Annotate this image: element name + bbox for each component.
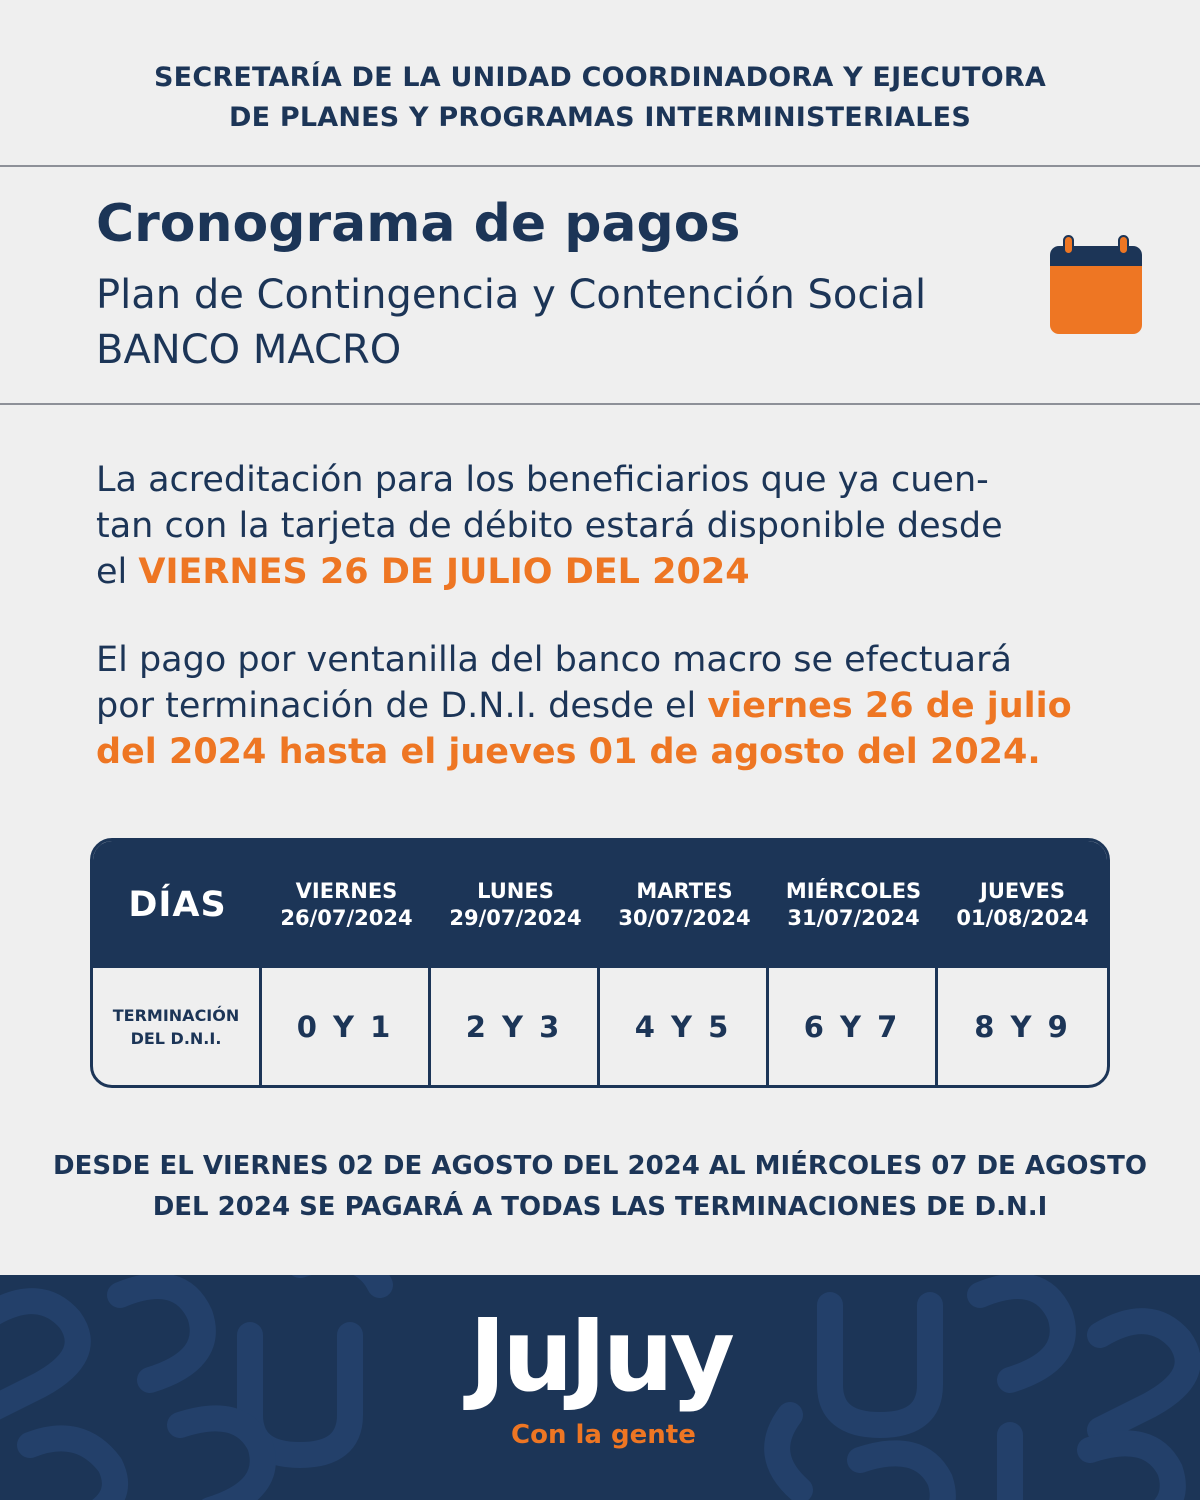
window-payment-paragraph xyxy=(96,637,1096,775)
paragraph-line xyxy=(96,549,1096,595)
day-name: LUNES xyxy=(477,878,554,903)
dni-ending-label-line1: TERMINACIÓN xyxy=(112,1005,240,1025)
top-divider xyxy=(0,165,1200,167)
dni-ending-label xyxy=(93,968,262,1085)
dni-digits-cell: 0 Y 1 xyxy=(262,968,431,1085)
agency-name-line1: SECRETARÍA DE LA UNIDAD COORDINADORA Y EJECUTORA xyxy=(154,62,1046,93)
bank-name: BANCO MACRO xyxy=(96,327,402,373)
paragraph-line: El pago por ventanilla del banco macro se efectuará xyxy=(96,640,1012,680)
schedule-digits-row xyxy=(93,968,1107,1085)
calendar-icon xyxy=(1048,234,1144,336)
accreditation-paragraph xyxy=(96,457,1096,595)
day-column-header xyxy=(769,841,938,968)
day-name: MARTES xyxy=(636,878,733,903)
day-date: 26/07/2024 xyxy=(280,905,413,930)
footer-banner xyxy=(0,1275,1200,1500)
days-header: DÍAS xyxy=(128,884,227,925)
dni-ending-label-line2: DEL D.N.I. xyxy=(130,1028,222,1048)
schedule-header-row xyxy=(93,841,1107,968)
day-date: 29/07/2024 xyxy=(449,905,582,930)
day-name: MIÉRCOLES xyxy=(785,878,922,903)
day-date: 30/07/2024 xyxy=(618,905,751,930)
day-name: JUEVES xyxy=(980,878,1065,903)
day-column-header xyxy=(262,841,431,968)
plan-name: Plan de Contingencia y Contención Social xyxy=(96,272,927,318)
middle-divider xyxy=(0,403,1200,405)
dni-digits-cell: 6 Y 7 xyxy=(769,968,938,1085)
day-date: 01/08/2024 xyxy=(956,905,1089,930)
day-date: 31/07/2024 xyxy=(787,905,920,930)
day-column-header xyxy=(600,841,769,968)
notice-line2: DEL 2024 SE PAGARÁ A TODAS LAS TERMINACIONES DE D.N.I xyxy=(152,1192,1048,1222)
jujuy-logo xyxy=(0,1275,1200,1500)
agency-name xyxy=(0,58,1200,138)
dni-digits-cell: 8 Y 9 xyxy=(974,1009,1071,1044)
day-column-header xyxy=(431,841,600,968)
day-column-header xyxy=(938,841,1107,968)
dni-digits-cell: 4 Y 5 xyxy=(600,968,769,1085)
dni-digits-cell: 2 Y 3 xyxy=(431,968,600,1085)
paragraph-line: La acreditación para los beneficiarios que ya cuen- xyxy=(96,460,989,500)
all-endings-notice xyxy=(0,1146,1200,1228)
paragraph-line: tan con la tarjeta de débito estará disponible desde xyxy=(96,506,1003,546)
notice-line1: DESDE EL VIERNES 02 DE AGOSTO DEL 2024 AL MIÉRCOLES 07 DE AGOSTO xyxy=(52,1151,1148,1181)
highlight-date-range: del 2024 hasta el jueves 01 de agosto del 2024. xyxy=(96,732,1041,772)
day-name: VIERNES xyxy=(295,878,398,903)
highlight-date-start: viernes 26 de julio xyxy=(707,686,1072,726)
highlight-date: VIERNES 26 DE JULIO DEL 2024 xyxy=(138,552,750,592)
page-title: Cronograma de pagos xyxy=(96,194,741,254)
paragraph-line xyxy=(96,683,1096,729)
jujuy-wordmark: JuJuy xyxy=(469,1297,731,1414)
agency-name-line2: DE PLANES Y PROGRAMAS INTERMINISTERIALES xyxy=(229,102,971,133)
logo-tagline: Con la gente xyxy=(511,1420,696,1450)
paragraph-text: por terminación de D.N.I. desde el xyxy=(96,686,708,726)
payment-schedule-table xyxy=(90,838,1110,1088)
paragraph-text: el xyxy=(96,552,139,592)
